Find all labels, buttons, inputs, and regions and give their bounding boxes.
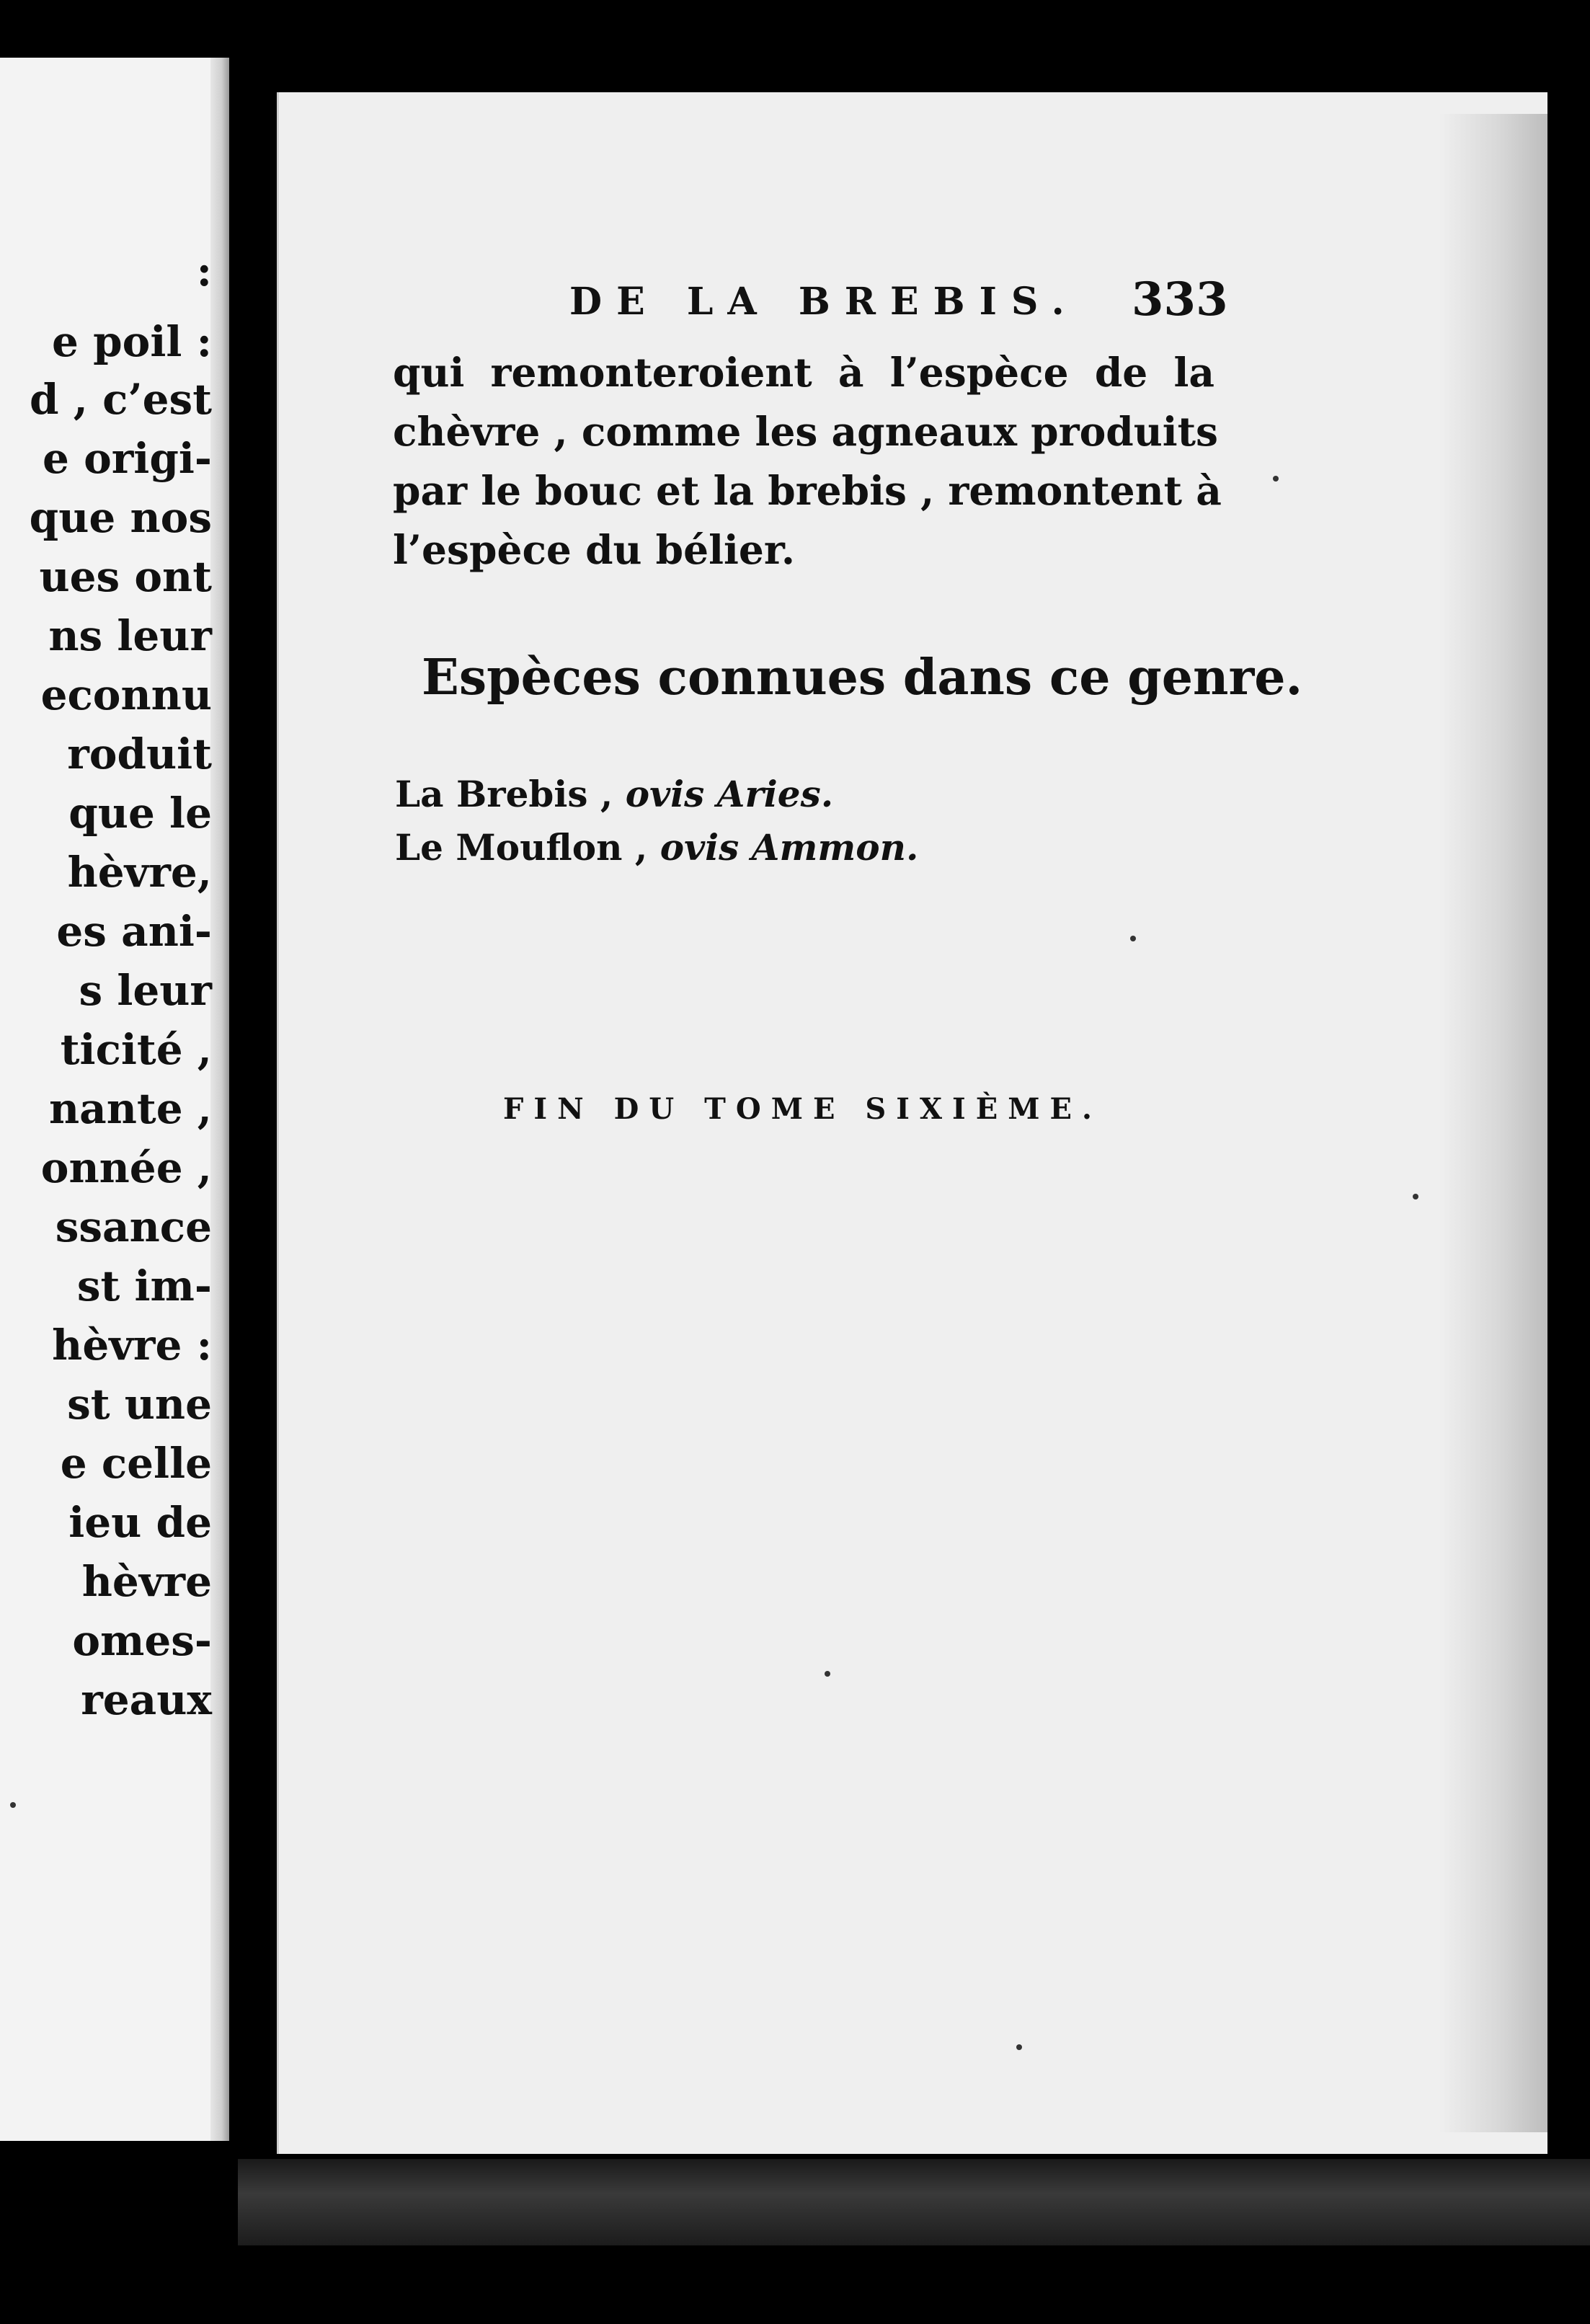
left-page-line: st une	[67, 1380, 212, 1429]
page-number: 333	[1132, 272, 1228, 327]
scan-bottom-band	[238, 2159, 1590, 2245]
left-page-line: nante ,	[49, 1084, 212, 1133]
left-page-edge	[210, 58, 229, 2141]
species-common-name: Le Mouflon ,	[395, 826, 648, 869]
scan-speck	[10, 1802, 16, 1808]
left-page-line: e origi-	[42, 434, 212, 483]
left-page-line: roduit	[67, 729, 212, 779]
left-page-line: reaux	[81, 1675, 212, 1724]
colophon: FIN DU TOME SIXIÈME.	[503, 1092, 1102, 1126]
left-page-line: ieu de	[68, 1498, 212, 1547]
left-page-line: st im-	[76, 1261, 212, 1310]
left-page-line: omes-	[72, 1616, 212, 1665]
left-page-line: ues ont	[39, 552, 212, 601]
section-heading: Espèces connues dans ce genre.	[422, 649, 1303, 706]
species-latin-name: ovis Ammon.	[659, 826, 919, 869]
species-latin-name: ovis Aries.	[625, 773, 834, 815]
left-page-fragment	[0, 58, 229, 2141]
species-entry	[395, 773, 833, 815]
paragraph-line: l’espèce du bélier.	[393, 526, 795, 573]
species-entry	[395, 826, 918, 869]
left-page-line: es ani-	[56, 907, 212, 956]
species-common-name: La Brebis ,	[395, 773, 613, 815]
left-page-line: hèvre	[81, 1557, 212, 1606]
scan-speck	[825, 1671, 830, 1677]
left-page-line: ticité ,	[60, 1025, 212, 1074]
left-page-line: ns leur	[48, 611, 212, 660]
left-page-line: :	[196, 247, 212, 296]
paragraph-line: qui remonteroient à l’espèce de la	[393, 349, 1214, 396]
left-page-line: hèvre :	[52, 1321, 212, 1370]
left-page-line: s leur	[79, 966, 212, 1015]
left-page-line: hèvre,	[67, 848, 212, 897]
left-page-line: onnée ,	[40, 1143, 212, 1192]
paragraph-line: chèvre , comme les agneaux produits	[393, 408, 1219, 455]
scan-speck	[1130, 936, 1136, 941]
paragraph-line: par le bouc et la brebis , remontent à	[393, 467, 1222, 514]
scan-speck	[1273, 476, 1279, 482]
left-page-line: e celle	[60, 1439, 212, 1488]
scan-speck	[1016, 2044, 1022, 2050]
left-page-line: d , c’est	[30, 375, 212, 424]
scan-speck	[1413, 1194, 1418, 1199]
right-page-fore-edge	[1439, 114, 1547, 2132]
running-head: DE LA BREBIS.	[569, 280, 1079, 324]
left-page-line: que le	[68, 789, 212, 838]
left-page-line: econnu	[40, 670, 212, 719]
left-page-line: que nos	[29, 493, 212, 542]
left-page-line: ssance	[55, 1202, 212, 1251]
left-page-line: e poil :	[51, 317, 212, 366]
